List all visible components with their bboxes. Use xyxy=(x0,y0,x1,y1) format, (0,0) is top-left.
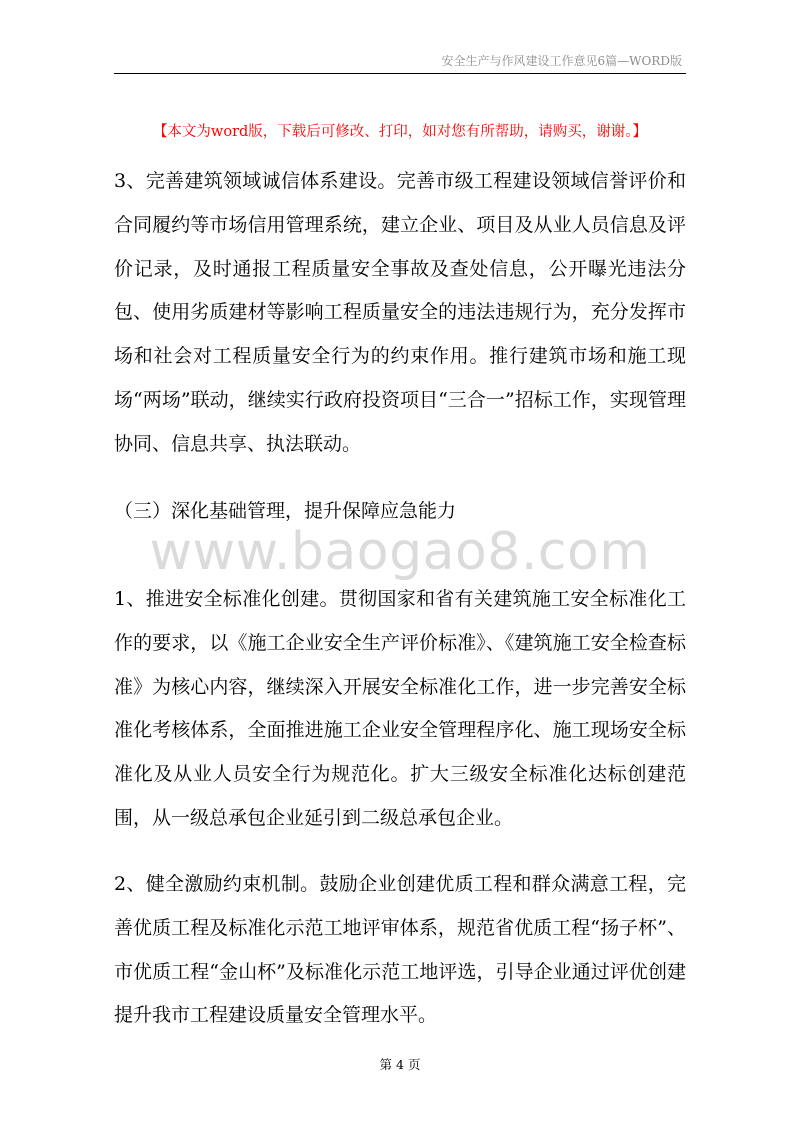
header-divider xyxy=(114,73,686,74)
section-heading-3: （三）深化基础管理，提升保障应急能力 xyxy=(114,500,457,522)
paragraph-incentive-mechanism: 2、健全激励约束机制。鼓励企业创建优质工程和群众满意工程，完善优质工程及标准化示范工地评审体系，规范省优质工程“扬子杯”、市优质工程“金山杯”及标准化示范工地评选，引导企业通过评优创建提升我市工程建设质量安全管理水平。 xyxy=(114,873,686,1027)
paragraph-safety-standardization: 1、推进安全标准化创建。贯彻国家和省有关建筑施工安全标准化工作的要求，以《施工企业安全生产评价标准》、《建筑施工安全检查标准》为核心内容，继续深入开展安全标准化工作，进一步完善安全标准化考核体系，全面推进施工企业安全管理程序化、施工现场安全标准化及从业人员安全行为规范化。扩大三级安全标准化达标创建范围，从一级总承包企业延引到二级总承包企业。 xyxy=(114,588,686,829)
running-header: 安全生产与作风建设工作意见6篇—WORD版 xyxy=(441,54,682,68)
paragraph-integrity-system: 3、完善建筑领域诚信体系建设。完善市级工程建设领域信誉评价和合同履约等市场信用管理系统，建立企业、项目及从业人员信息及评价记录，及时通报工程质量安全事故及查处信息，公开曝光违法分包、使用劣质建材等影响工程质量安全的违法违规行为，充分发挥市场和社会对工程质量安全行为的约束作用。推行建筑市场和施工现场“两场”联动，继续实行政府投资项目“三合一”招标工作，实现管理协同、信息共享、执法联动。 xyxy=(114,170,686,455)
page-number: 第 4 页 xyxy=(379,1057,421,1072)
watermark: www.baogao8.com xyxy=(149,522,651,582)
purchase-notice: 【本文为word版，下载后可修改、打印，如对您有所帮助，请购买，谢谢。】 xyxy=(152,124,648,140)
